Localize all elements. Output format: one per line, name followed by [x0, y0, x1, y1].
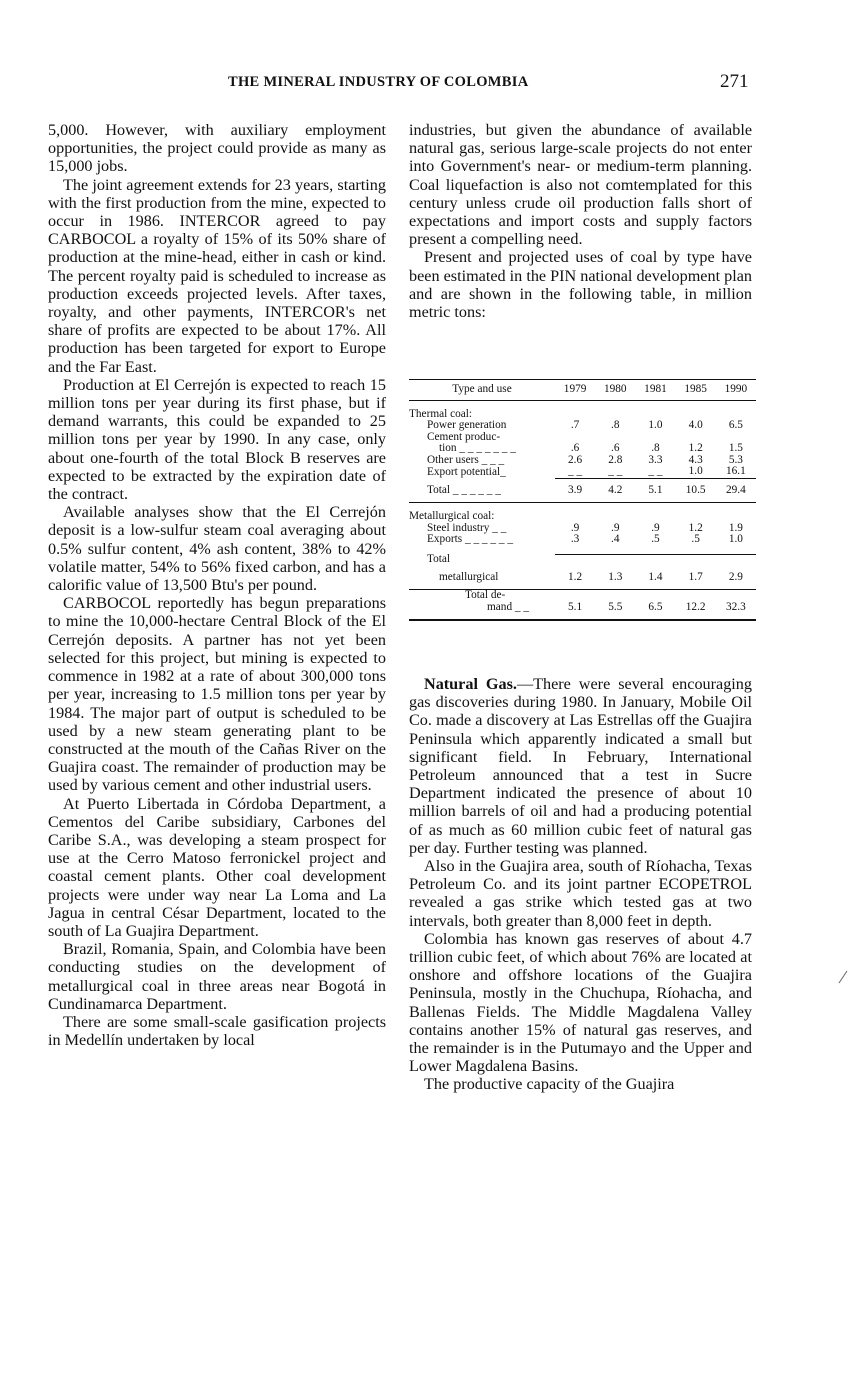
right-column-top [409, 121, 752, 321]
table-row [409, 511, 756, 523]
table-cell: 1.2 [688, 521, 703, 534]
paragraph: At Puerto Libertada in Córdoba Department, a Cementos del Caribe subsidiary, Carbones del Caribe S.A., was developing a steam prospect for use at the Cerro Matoso ferronickel project and coastal cement plants. Other coal development projects were under way near La Loma and La Jagua in central César Department, located to the south of La Guajira Department. [48, 794, 386, 940]
row-label: Exports _ _ _ _ _ _ [427, 533, 513, 545]
table-cell: .6 [611, 442, 620, 454]
paragraph: Brazil, Romania, Spain, and Colombia have been conducting studies on the development of metallurgical coal in three areas near Bogotá in Cundinamarca Department. [48, 940, 386, 1013]
row-label: Total _ _ _ _ _ _ [427, 483, 501, 496]
column-header: 1980 [595, 380, 635, 401]
table-row [409, 590, 756, 602]
table-cell: 32.3 [725, 600, 746, 613]
table-cell: 1.9 [728, 521, 743, 534]
table-cell: 1.3 [608, 570, 623, 583]
row-label: Total de- [465, 589, 506, 601]
page-header-title: THE MINERAL INDUSTRY OF COLOMBIA [228, 74, 529, 90]
table-cell: 29.4 [716, 478, 756, 503]
row-label: Cement produc- [427, 430, 501, 443]
table-cell: _ _ [648, 465, 663, 477]
paragraph: The productive capacity of the Guajira [424, 1075, 675, 1094]
table-cell: 5.1 [568, 600, 583, 613]
column-header: 1979 [555, 380, 595, 401]
table-cell: 5.3 [728, 453, 743, 466]
paragraph: Also in the Guajira area, south of Ríohacha, Texas Petroleum Co. and its joint partner ECOPETROL revealed a gas strike which tested gas at two intervals, both greater than 8,000 feet in depth. [409, 857, 752, 930]
row-label: mand _ _ [487, 600, 530, 613]
table-cell: .8 [611, 419, 620, 431]
row-label: tion _ _ _ _ _ _ _ [439, 442, 516, 454]
table-cell: 1.0 [728, 533, 743, 545]
column-header: 1990 [716, 380, 756, 401]
table-cell: 5.5 [608, 600, 623, 613]
table-cell: 1.2 [688, 442, 703, 454]
table-cell: .4 [611, 533, 620, 545]
table-cell: .9 [651, 521, 660, 534]
table-cell: 5.1 [635, 478, 675, 503]
row-label: Other users _ _ _ [427, 453, 505, 466]
section-heading: Metallurgical coal: [409, 510, 495, 522]
table-cell: 2.6 [568, 453, 583, 466]
table-cell: 1.0 [688, 465, 703, 477]
table-cell: 1.2 [568, 570, 583, 583]
table-cell: 4.0 [688, 419, 703, 431]
stray-pen-mark [838, 970, 848, 984]
table-row [409, 455, 756, 467]
table-cell: 3.9 [555, 478, 595, 503]
table-cell: 16.1 [725, 465, 746, 477]
table-cell: 1.5 [728, 442, 743, 454]
table-row [409, 443, 756, 455]
table-bottom-rule [409, 619, 756, 621]
paragraph-text: —There were several encouraging gas discoveries during 1980. In January, Mobile Oil Co. made a discovery at Las Estrellas off the Guajira Peninsula which apparently indicated a small but significant field. In February, International Petroleum announced that a test in Sucre Department indicated the presence of about 10 million barrels of oil and had a producing potential of as much as 60 million cubic feet of natural gas per day. Further testing was planned. [409, 675, 752, 857]
table-cell: .8 [651, 442, 660, 454]
table-cell: 2.9 [728, 570, 743, 583]
row-label: Export potential_ [427, 465, 506, 478]
row-label: Power generation [427, 419, 507, 431]
section-heading: Thermal coal: [409, 407, 473, 420]
paragraph: Colombia has known gas reserves of about 4.7 trillion cubic feet, of which about 76% are located at onshore and offshore locations of the Guajira Peninsula, mostly in the Chuchupa, Ríohacha, and Ballenas Fields. The Middle Magdalena Valley contains another 15% of natural gas reserves, and the remainder is in the Putumayo and the Upper and Lower Magdalena Basins. [409, 929, 752, 1076]
column-header: Type and use [409, 380, 555, 401]
paragraph: There are some small-scale gasification projects in Medellín undertaken by local [48, 1012, 386, 1050]
right-column-bottom [409, 675, 752, 1094]
table-cell: 3.3 [648, 453, 663, 466]
row-label: Steel industry _ _ [427, 521, 507, 534]
table-cell: 1.4 [648, 570, 663, 583]
table-row [409, 566, 756, 590]
table-cell: .3 [570, 533, 580, 545]
table-cell: 10.5 [676, 478, 716, 503]
paragraph: Production at El Cerrejón is expected to reach 15 million tons per year during its first phase, but if demand warrants, this could be expanded to 25 million tons per year by 1990. In any case, only about one-fourth of the total Block B reserves are expected to be extracted by the expiration date of the contract. [48, 375, 386, 504]
paragraph [409, 675, 752, 857]
page-number: 271 [720, 71, 749, 92]
running-header [0, 71, 860, 98]
table-cell: .9 [611, 521, 620, 534]
paragraph: The joint agreement extends for 23 years, starting with the first production from the mine, expected to occur in 1986. INTERCOR agreed to pay CARBOCOL a royalty of 15% of its 50% share of production at the mine-head, either in cash or kind. The percent royalty paid is scheduled to increase as production exceeds projected levels. After taxes, royalty, and other payments, INTERCOR's net share of profits are expected to be about 17%. All production has been targeted for export to Europe and the Far East. [48, 175, 386, 376]
table-row [409, 554, 756, 566]
table-cell: 6.5 [648, 600, 663, 613]
table-cell: .5 [651, 533, 660, 545]
table-cell: 6.5 [728, 419, 743, 431]
paragraph: Available analyses show that the El Cerrejón deposit is a low-sulfur steam coal averaging about 0.5% sulfur content, 4% ash content, 38% to 42% volatile matter, 54% to 56% fixed carbon, and has a calorific value of 13,500 Btu's per pound. [48, 503, 386, 595]
column-header: 1985 [676, 380, 716, 401]
table-cell: 2.8 [608, 453, 623, 466]
table-row [409, 602, 756, 614]
table-cell: .6 [570, 442, 580, 454]
table-cell: _ _ [608, 465, 623, 477]
table-cell: 1.0 [648, 419, 663, 431]
row-label: Total [427, 553, 451, 565]
table-cell: 1.7 [688, 570, 703, 583]
section-lead-natural-gas: Natural Gas. [424, 675, 517, 693]
table-cell: 4.2 [595, 478, 635, 503]
row-label: metallurgical [439, 570, 499, 583]
table-row [409, 420, 756, 432]
table-cell: .7 [570, 419, 580, 431]
table-row [409, 534, 756, 546]
left-column [48, 121, 386, 1049]
paragraph: industries, but given the abundance of available natural gas, serious large-scale projects do not enter into Government's near- or medium-term planning. Coal liquefaction is also not comtemplated for this century unless crude oil production falls short of expectations and import costs and supply factors present a compelling need. [409, 121, 752, 249]
table-cell: .9 [570, 521, 580, 534]
table-row [409, 478, 756, 503]
paragraph: CARBOCOL reportedly has begun preparations to mine the 10,000-hectare Central Block of the El Cerrejón deposits. A partner has not yet been selected for this project, but mining is expected to commence in 1982 at a rate of about 300,000 tons per year, increasing to 1.5 million tons per year by 1984. The major part of output is scheduled to be used by a new steam generating plant to be constructed at the mouth of the Cañas River on the Guajira coast. The remainder of production may be used by various cement and other industrial users. [48, 594, 386, 795]
coal-use-table [409, 379, 756, 621]
table-cell: 4.3 [688, 453, 703, 466]
table-cell: .5 [691, 533, 700, 545]
column-header: 1981 [635, 380, 675, 401]
table-cell: _ _ [568, 465, 583, 477]
table-row [409, 466, 756, 478]
paragraph: Present and projected uses of coal by type have been estimated in the PIN national development plan and are shown in the following table, in million metric tons: [409, 248, 752, 322]
paragraph: 5,000. However, with auxiliary employment opportunities, the project could provide as many as 15,000 jobs. [48, 121, 386, 176]
table-cell: 12.2 [685, 600, 706, 613]
